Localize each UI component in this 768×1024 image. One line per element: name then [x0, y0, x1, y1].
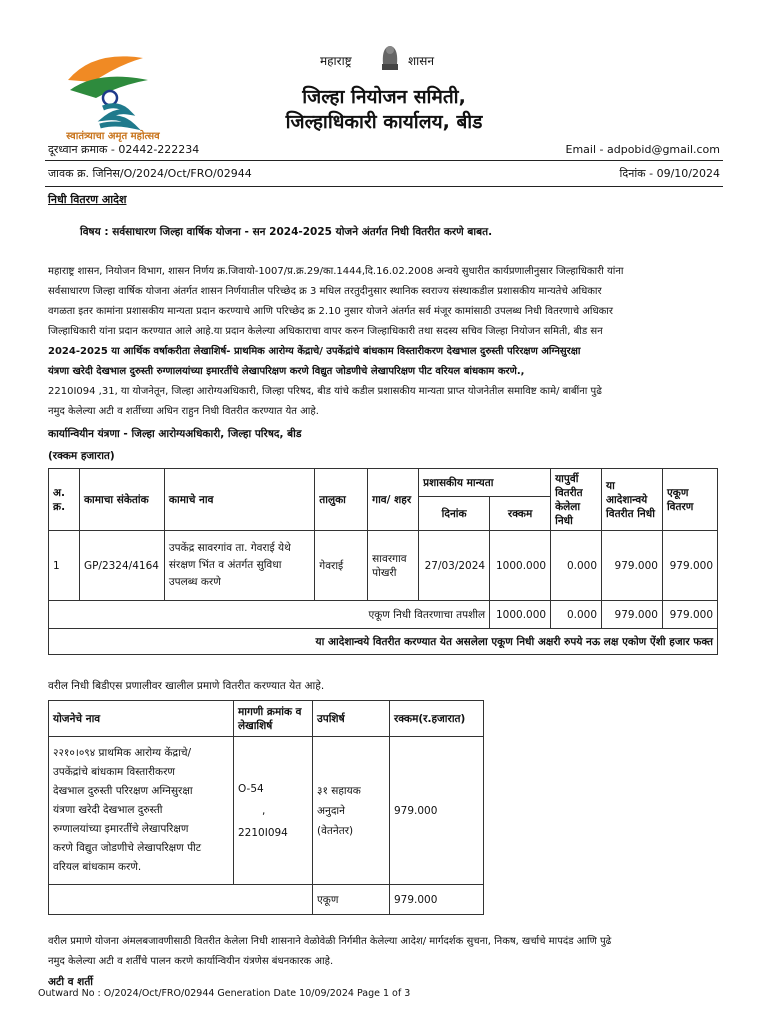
amount-in-words-row: [49, 629, 718, 655]
col-header-sr: अ. क्र.: [49, 469, 80, 531]
col-header-taluka: तालुका: [315, 469, 368, 531]
total-row: [49, 601, 718, 629]
col-header-bds-amount: रक्कम(र.हजारात): [390, 701, 484, 737]
scheme-line: वरियल बांधकाम करणे.: [53, 861, 142, 873]
cell-village: सावरगाव पोखरी: [368, 531, 419, 601]
body-line: नमुद केलेल्या अटी व शर्तीच्या अधिन राहुन निधी वितरीत करण्यात येत आहे.: [48, 406, 319, 417]
col-header-subhead: उपशिर्ष: [313, 701, 390, 737]
col-header-work: कामाचे नाव: [164, 469, 314, 531]
closing-line: वरील प्रमाणे योजना अंमलबजावणीसाठी वितरीत केलेला निधी शासनाने वेळोवेळी निर्गमीत केलेल्या आदेश/ मार्गदर्शक सुचना, निकष, खर्चाचे मापदंड आणि पुढे: [48, 936, 612, 947]
bds-distribution-table: [48, 700, 484, 915]
empty-cell: [49, 885, 313, 915]
gov-left-label: महाराष्ट्र: [320, 54, 352, 68]
closing-line: नमुद केलेल्या अटी व शर्तींचे पालन करणे कार्यान्वियीन यंत्रणेस बंधनकारक आहे.: [48, 956, 334, 967]
col-header-prev: यापुर्वी वितरीत केलेला निधी: [551, 469, 602, 531]
body-line: 2024-2025 या आर्थिक वर्षाकरीता लेखाशिर्ष- प्राथमिक आरोग्य केंद्राचे/ उपकेंद्रांचे बांधकाम विस्तारीकरण देखभाल दुरुस्ती परिरक्षण अग्निसुरक्षा: [48, 346, 581, 357]
page-footer: Outward No : O/2024/Oct/FRO/02944 Generation Date 10/09/2024 Page 1 of 3: [38, 988, 411, 999]
office-title-line2: जिल्हाधिकारी कार्यालय, बीड: [285, 111, 483, 133]
total-total: 979.000: [662, 601, 717, 629]
terms-heading: अटी व शर्ती: [48, 976, 94, 988]
scheme-line: २२१०।०९४ प्राथमिक आरोग्य केंद्राचे/: [53, 747, 192, 759]
cell-date: 27/03/2024: [419, 531, 490, 601]
cell-prev: 0.000: [551, 531, 602, 601]
bds-total-amount: 979.000: [390, 885, 484, 915]
subhead-line: अनुदाने: [317, 804, 345, 817]
cell-scheme-name: [49, 737, 234, 885]
body-line: वगळता इतर कामांना प्रशासकीय मान्यता प्रदान करण्याचे आणि परिच्छेद क्र 2.10 नुसार योजने अंतर्गत सर्व मंजूर कामांसाठी उपलब्ध निधी वितरणाचे अधिकार: [48, 306, 613, 317]
demand-no: O-54: [238, 782, 264, 795]
col-header-village: गाव/ शहर: [368, 469, 419, 531]
reference-number: जावक क्र. जिनिस/O/2024/Oct/FRO/02944: [48, 167, 252, 180]
cell-sr: 1: [49, 531, 80, 601]
col-header-admin-approval: प्रशासकीय मान्यता: [419, 469, 551, 497]
cell-this-order: 979.000: [602, 531, 663, 601]
subhead-line: ३१ सहायक: [317, 784, 361, 797]
document-date: दिनांक - 09/10/2024: [619, 167, 720, 180]
cell-taluka: गेवराई: [315, 531, 368, 601]
body-paragraph: [48, 262, 728, 422]
total-this-order: 979.000: [602, 601, 663, 629]
col-header-code: कामाचा संकेतांक: [79, 469, 164, 531]
total-label: एकूण निधी वितरणाचा तपशील: [49, 601, 490, 629]
table-row: [49, 531, 718, 601]
body-line: महाराष्ट्र शासन, नियोजन विभाग, शासन निर्णय क्र.जिवायो-1007/प्र.क्र.29/का.1444,दि.16.02.2008 अन्वये सुधारीत कार्यप्रणालीनुसार जिल्हाधिकारी यांना: [48, 266, 624, 277]
col-header-scheme: योजनेचे नाव: [49, 701, 234, 737]
gov-right-label: शासन: [408, 54, 435, 68]
table-row: [49, 737, 484, 885]
cell-work: उपकेंद्र सावरगांव ता. गेवराई येथे संरक्षण भिंत व अंतर्गत सुविधा उपलब्ध करणे: [164, 531, 314, 601]
scheme-line: देखभाल दुरुस्ती परिरक्षण अग्निसुरक्षा: [53, 785, 193, 797]
scheme-line: उपकेंद्रांचे बांधकाम विस्तारीकरण: [53, 766, 175, 778]
amount-in-words: या आदेशान्वये वितरीत करण्यात येत असलेला एकूण निधी अक्षरी रुपये नऊ लक्ष एकोण ऐंशी हजार फक्त: [49, 629, 718, 655]
cell-total: 979.000: [662, 531, 717, 601]
subject-line: विषय : सर्वसाधारण जिल्हा वार्षिक योजना - सन 2024-2025 योजने अंतर्गत निधी वितरीत करणे बाबत.: [80, 226, 493, 238]
total-prev: 0.000: [551, 601, 602, 629]
logo-tagline: स्वातंत्र्याचा अमृत महोत्सव: [66, 131, 160, 142]
fund-distribution-table: [48, 468, 718, 655]
scheme-line: यंत्रणा खरेदी देखभाल दुरुस्ती: [53, 804, 163, 816]
scheme-line: करणे विद्युत जोडणीचे लेखापरिक्षण पीट: [53, 842, 202, 854]
phone-number: दूरध्वान क्रमाक - 02442-222234: [48, 143, 200, 156]
body-line: यंत्रणा खरेदी देखभाल दुरुस्ती रुग्णालयांच्या इमारतींचे लेखापरिक्षण करणे विद्युत जोडणीचे लेखापरिक्षण पीट वरियल बांधकाम करणे.,: [48, 366, 525, 377]
cell-amount: 1000.000: [490, 531, 551, 601]
emblem-icon: [377, 40, 403, 74]
header-divider: [45, 160, 723, 161]
total-amount: 1000.000: [490, 601, 551, 629]
scheme-line: रुग्णालयांच्या इमारतींचे लेखापरिक्षण: [53, 823, 189, 835]
office-title-line1: जिल्हा नियोजन समिती,: [302, 86, 466, 108]
col-header-total: एकूण वितरण: [662, 469, 717, 531]
amount-unit-note: (रक्कम हजारात): [48, 450, 115, 462]
head-of-account: 2210I094: [238, 826, 288, 839]
body-line: 2210I094 ,31, या योजनेतून, जिल्हा आरोग्यअधिकारी, जिल्हा परिषद, बीड यांचे कडील प्रशासकीय मान्यता प्राप्त योजनेतील समाविष्ट कामे/ बाबींना पुढे: [48, 386, 602, 397]
body-line: जिल्हाधिकारी यांना प्रदान करण्यात आले आहे.या प्रदान केलेल्या अधिकाराचा वापर करुन जिल्हाधिकारी तथा सदस्य सचिव जिल्हा नियोजन समिती, बीड सन: [48, 326, 603, 337]
bds-note: वरील निधी बिडीएस प्रणालीवर खालील प्रमाणे वितरीत करण्यात येत आहे.: [48, 680, 325, 692]
cell-subhead: [313, 737, 390, 885]
bds-total-label: एकूण: [313, 885, 390, 915]
cell-demand: [234, 737, 313, 885]
demand-sep: ,: [262, 804, 266, 817]
col-header-date: दिनांक: [419, 497, 490, 531]
email-address: Email - adpobid@gmail.com: [565, 143, 720, 156]
total-row: [49, 885, 484, 915]
body-line: सर्वसाधारण जिल्हा वार्षिक योजना अंतर्गत शासन निर्णयातील परिच्छेद क्र 3 मधिल तरतुदीनुसार स्थानिक स्वराज्य संस्थाकडील प्रशासकीय मान्यतेचे अधिकार: [48, 286, 602, 297]
cell-bds-amount: 979.000: [390, 737, 484, 885]
col-header-demand: मागणी क्रमांक व लेखाशिर्ष: [234, 701, 313, 737]
col-header-amount: रक्कम: [490, 497, 551, 531]
ref-divider: [45, 186, 723, 187]
order-title: निधी वितरण आदेश: [48, 193, 127, 206]
cell-code: GP/2324/4164: [79, 531, 164, 601]
subhead-line: (वेतनेतर): [317, 824, 354, 837]
implementing-agency: कार्यान्वियीन यंत्रणा - जिल्हा आरोग्यअधिकारी, जिल्हा परिषद, बीड: [48, 428, 302, 440]
col-header-this-order: या आदेशान्वये वितरीत निधी: [602, 469, 663, 531]
